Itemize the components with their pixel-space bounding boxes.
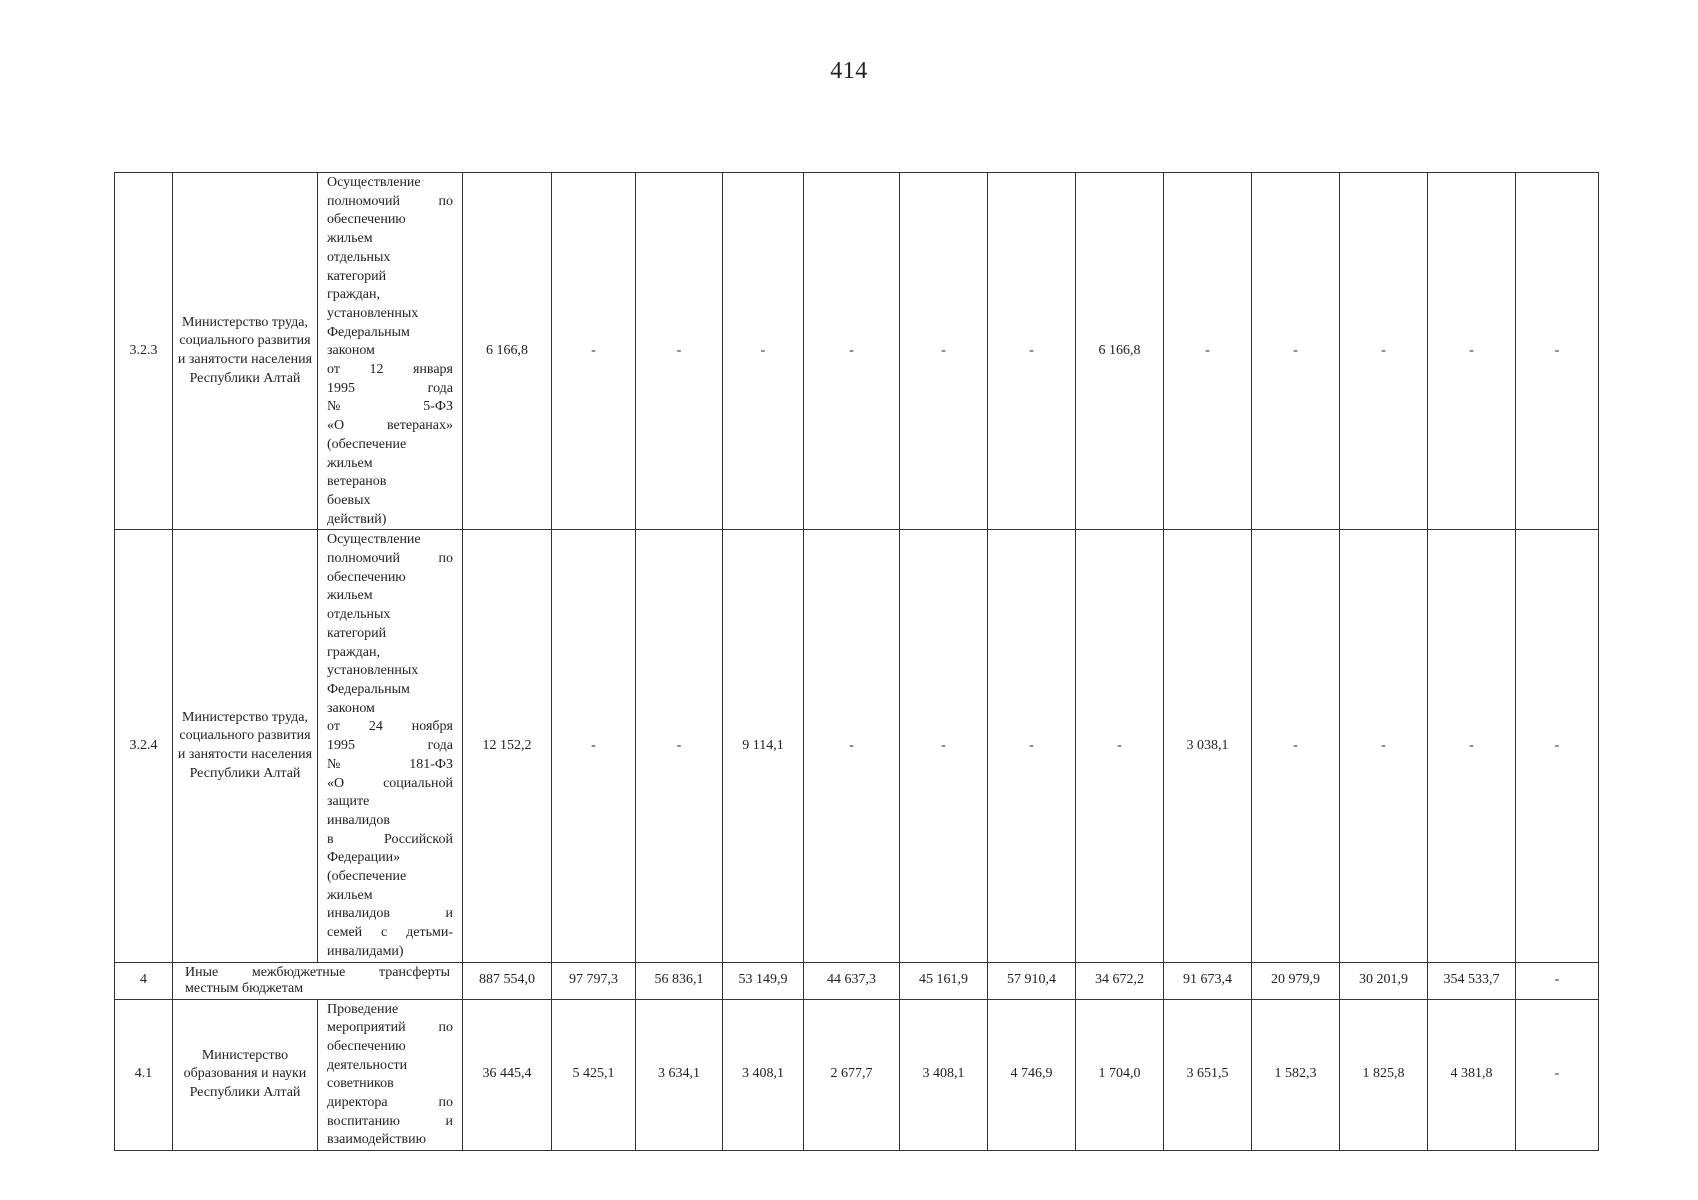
value-cell: - (636, 173, 723, 530)
value-cell: - (900, 530, 988, 962)
description-line: (обеспечение (327, 436, 407, 452)
description-line: жильем (327, 588, 373, 604)
value-cell: 91 673,4 (1164, 962, 1252, 999)
description-line: жильем (327, 231, 373, 247)
description-line: отдельных (327, 607, 391, 623)
row-organization: Министерство труда, социального развития и занятости населения Республики Алтай (173, 173, 318, 530)
description-line: инвалидов (327, 812, 390, 828)
description-line: Федерации» (327, 850, 401, 866)
description-line: инвалидов и (327, 906, 453, 922)
row-code: 4 (115, 962, 173, 999)
value-cell: 5 425,1 (552, 999, 636, 1151)
value-cell: - (804, 173, 900, 530)
value-cell: - (1428, 530, 1516, 962)
description-line: жильем (327, 887, 373, 903)
description-line: взаимодействию (327, 1132, 427, 1148)
description-line: деятельности (327, 1057, 408, 1073)
value-cell: 4 381,8 (1428, 999, 1516, 1151)
value-cell: - (1252, 173, 1340, 530)
description-line: законом (327, 700, 375, 716)
row-description (318, 530, 463, 962)
description-line: советников (327, 1076, 394, 1092)
description-line: воспитанию и (327, 1113, 453, 1129)
value-cell: - (636, 530, 723, 962)
table-row (115, 530, 1599, 962)
value-cell: - (988, 530, 1076, 962)
row-code: 3.2.4 (115, 530, 173, 962)
value-cell: - (1516, 962, 1599, 999)
description-line: семей с детьми- (327, 925, 453, 941)
value-cell: - (804, 530, 900, 962)
description-line: Федеральным (327, 681, 410, 697)
value-cell: - (1164, 173, 1252, 530)
value-cell: 6 166,8 (1076, 173, 1164, 530)
value-cell: 354 533,7 (1428, 962, 1516, 999)
description-line: в Российской (327, 831, 453, 847)
description-line: обеспечению (327, 1038, 406, 1054)
label-line: Иные межбюджетные трансферты (185, 964, 450, 980)
value-cell: 6 166,8 (463, 173, 552, 530)
value-cell: 1 704,0 (1076, 999, 1164, 1151)
table-row (115, 999, 1599, 1151)
value-cell: - (1340, 530, 1428, 962)
value-cell: - (1340, 173, 1428, 530)
description-line: отдельных (327, 249, 391, 265)
value-cell: 56 836,1 (636, 962, 723, 999)
description-line: жильем (327, 455, 373, 471)
description-line: категорий (327, 268, 387, 284)
value-cell: - (1428, 173, 1516, 530)
label-line: местным бюджетам (185, 980, 304, 996)
description-line: граждан, (327, 287, 380, 303)
value-cell: - (552, 173, 636, 530)
description-line: № 5-ФЗ (327, 399, 453, 415)
value-cell: 1 582,3 (1252, 999, 1340, 1151)
value-cell: - (1516, 530, 1599, 962)
value-cell: 4 746,9 (988, 999, 1076, 1151)
value-cell: 1 825,8 (1340, 999, 1428, 1151)
value-cell: 30 201,9 (1340, 962, 1428, 999)
row-code: 3.2.3 (115, 173, 173, 530)
value-cell: 3 651,5 (1164, 999, 1252, 1151)
table-row (115, 173, 1599, 530)
value-cell: - (988, 173, 1076, 530)
budget-table (114, 172, 1599, 1151)
description-line: инвалидами) (327, 943, 404, 959)
description-line: (обеспечение (327, 869, 407, 885)
description-line: № 181-ФЗ (327, 756, 453, 772)
value-cell: 887 554,0 (463, 962, 552, 999)
description-line: Проведение (327, 1001, 399, 1017)
description-line: установленных (327, 305, 419, 321)
description-line: защите (327, 794, 370, 810)
value-cell: 20 979,9 (1252, 962, 1340, 999)
description-line: законом (327, 343, 375, 359)
description-line: полномочий по (327, 193, 453, 209)
value-cell: 3 408,1 (900, 999, 988, 1151)
value-cell: - (900, 173, 988, 530)
description-line: Осуществление (327, 175, 421, 190)
value-cell: 3 634,1 (636, 999, 723, 1151)
value-cell: - (1516, 999, 1599, 1151)
value-cell: 36 445,4 (463, 999, 552, 1151)
table-row (115, 962, 1599, 999)
value-cell: - (1076, 530, 1164, 962)
description-line: обеспечению (327, 212, 406, 228)
value-cell: - (1516, 173, 1599, 530)
value-cell: 34 672,2 (1076, 962, 1164, 999)
description-line: ветеранов (327, 474, 387, 490)
description-line: мероприятий по (327, 1020, 453, 1036)
row-organization: Министерство образования и науки Республики Алтай (173, 999, 318, 1151)
description-line: боевых (327, 492, 371, 508)
value-cell: 57 910,4 (988, 962, 1076, 999)
description-line: Федеральным (327, 324, 410, 340)
row-label (173, 962, 463, 999)
value-cell: 2 677,7 (804, 999, 900, 1151)
description-line: обеспечению (327, 569, 406, 585)
description-line: граждан, (327, 644, 380, 660)
row-description (318, 999, 463, 1151)
value-cell: 3 408,1 (723, 999, 804, 1151)
value-cell: 53 149,9 (723, 962, 804, 999)
value-cell: 97 797,3 (552, 962, 636, 999)
row-code: 4.1 (115, 999, 173, 1151)
value-cell: 45 161,9 (900, 962, 988, 999)
description-line: полномочий по (327, 551, 453, 567)
value-cell: 44 637,3 (804, 962, 900, 999)
description-line: категорий (327, 625, 387, 641)
value-cell: - (723, 173, 804, 530)
description-line: «О ветеранах» (327, 418, 453, 434)
row-description (318, 173, 463, 530)
description-line: Осуществление (327, 532, 421, 548)
value-cell: - (552, 530, 636, 962)
page-number: 414 (830, 58, 868, 84)
description-line: «О социальной (327, 775, 453, 791)
value-cell: 12 152,2 (463, 530, 552, 962)
row-organization: Министерство труда, социального развития и занятости населения Республики Алтай (173, 530, 318, 962)
value-cell: 9 114,1 (723, 530, 804, 962)
description-line: директора по (327, 1095, 453, 1111)
description-line: действий) (327, 511, 387, 527)
description-line: от 12 января (327, 362, 453, 378)
description-line: 1995 года (327, 738, 453, 754)
description-line: установленных (327, 663, 419, 679)
value-cell: - (1252, 530, 1340, 962)
value-cell: 3 038,1 (1164, 530, 1252, 962)
description-line: 1995 года (327, 380, 453, 396)
description-line: от 24 ноября (327, 719, 453, 735)
